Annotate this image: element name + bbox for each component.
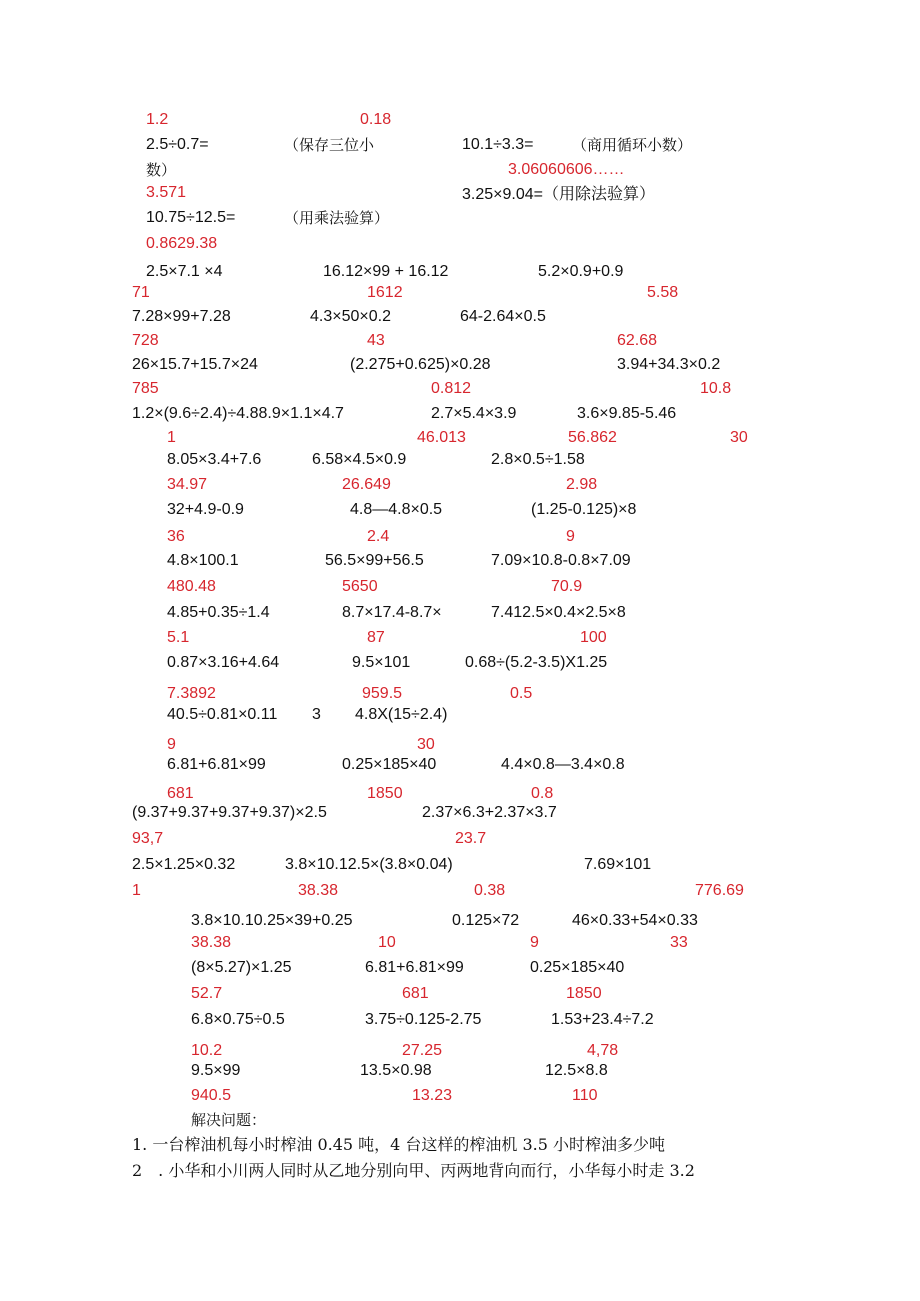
answer-text: 70.9 [551, 578, 583, 595]
problem-text: 13.5×0.98 [360, 1062, 432, 1079]
problem-text: 40.5÷0.81×0.11 [167, 706, 278, 723]
answer-text: 3.571 [146, 184, 187, 201]
problem-text: 4.85+0.35÷1.4 [167, 604, 270, 621]
answer-text: 33 [670, 934, 688, 951]
word-problem: 2 . 小华和小川两人同时从乙地分别向甲、丙两地背向而行，小华每小时走 3.2 [132, 1161, 695, 1180]
problem-text: 26×15.7+15.7×24 [132, 356, 258, 373]
problem-text: 6.8×0.75÷0.5 [191, 1011, 285, 1028]
answer-text: 38.38 [191, 934, 232, 951]
problem-text: 4.8—4.8×0.5 [350, 501, 443, 518]
answer-text: 52.7 [191, 985, 223, 1002]
answer-text: 9 [167, 736, 176, 753]
answer-text: 0.38 [474, 882, 506, 899]
answer-text: 940.5 [191, 1087, 232, 1104]
answer-text: 34.97 [167, 476, 208, 493]
problem-text: 2.37×6.3+2.37×3.7 [422, 804, 557, 821]
answer-text: 4,78 [587, 1042, 619, 1059]
problem-text: 4.4×0.8—3.4×0.8 [501, 756, 625, 773]
problem-text: 32+4.9-0.9 [167, 501, 244, 518]
answer-text: 0.18 [360, 111, 392, 128]
answer-text: 5650 [342, 578, 378, 595]
note-text: （保存三位小 [284, 136, 375, 154]
problem-text: 6.81+6.81×99 [167, 756, 266, 773]
note-text: （用乘法验算） [284, 209, 390, 227]
problem-text: 9.5×99 [191, 1062, 241, 1079]
problem-text: (2.275+0.625)×0.28 [350, 356, 491, 373]
problem-text: 3.25×9.04=（用除法验算） [462, 186, 655, 203]
section-heading: 解决问题： [191, 1111, 267, 1129]
problem-text: 12.5×8.8 [545, 1062, 608, 1079]
problem-text: 0.125×72 [452, 912, 520, 929]
answer-text: 0.812 [431, 380, 472, 397]
problem-text: 6.81+6.81×99 [365, 959, 464, 976]
answer-text: 728 [132, 332, 159, 349]
answer-text: 87 [367, 629, 385, 646]
problem-text: (9.37+9.37+9.37+9.37)×2.5 [132, 804, 327, 821]
answer-text: 10 [378, 934, 396, 951]
answer-text: 93,7 [132, 830, 164, 847]
problem-text: 64-2.64×0.5 [460, 308, 546, 325]
problem-text: 46×0.33+54×0.33 [572, 912, 698, 929]
answer-text: 2.4 [367, 528, 390, 545]
problem-text: 8.7×17.4-8.7× [342, 604, 442, 621]
answer-text: 110 [572, 1087, 598, 1104]
problem-text: 2.8×0.5÷1.58 [491, 451, 585, 468]
answer-text: 5.58 [647, 284, 679, 301]
problem-text: 7.412.5×0.4×2.5×8 [491, 604, 626, 621]
answer-text: 10.8 [700, 380, 732, 397]
problem-text: 3.6×9.85-5.46 [577, 405, 677, 422]
answer-text: 36 [167, 528, 185, 545]
answer-text: 1850 [367, 785, 403, 802]
problem-text: 4.8×100.1 [167, 552, 239, 569]
problem-text: 56.5×99+56.5 [325, 552, 424, 569]
answer-text: 100 [580, 629, 607, 646]
answer-text: 30 [417, 736, 435, 753]
problem-text: 3.8×10.10.25×39+0.25 [191, 912, 353, 929]
answer-text: 1850 [566, 985, 602, 1002]
note-text: （商用循环小数） [572, 136, 693, 154]
problem-text: 2.5×7.1 ×4 [146, 263, 223, 280]
answer-text: 681 [167, 785, 194, 802]
problem-text: 1.2×(9.6÷2.4)÷4.88.9×1.1×4.7 [132, 405, 344, 422]
problem-text: 3.94+34.3×0.2 [617, 356, 721, 373]
answer-text: 71 [132, 284, 150, 301]
answer-text: 0.5 [510, 685, 533, 702]
answer-text: 7.3892 [167, 685, 216, 702]
answer-text: 13.23 [412, 1087, 453, 1104]
problem-text: 9.5×101 [352, 654, 411, 671]
answer-text: 9 [530, 934, 539, 951]
answer-text: 1 [167, 429, 176, 446]
problem-text: 7.69×101 [584, 856, 652, 873]
answer-text: 5.1 [167, 629, 190, 646]
problem-text: 6.58×4.5×0.9 [312, 451, 407, 468]
note-text: 数） [146, 161, 177, 179]
answer-text: 776.69 [695, 882, 744, 899]
problem-text: 2.5÷0.7= [146, 136, 209, 153]
problem-text: 3.8×10.12.5×(3.8×0.04) [285, 856, 453, 873]
answer-text: 1 [132, 882, 141, 899]
answer-text: 43 [367, 332, 385, 349]
answer-text: 959.5 [362, 685, 403, 702]
answer-text: 785 [132, 380, 159, 397]
problem-text: 0.25×185×40 [530, 959, 625, 976]
problem-text: 10.1÷3.3= [462, 136, 534, 153]
problem-text: (1.25-0.125)×8 [531, 501, 637, 518]
answer-text: 1612 [367, 284, 403, 301]
answer-text: 27.25 [402, 1042, 443, 1059]
answer-text: 0.8629.38 [146, 235, 218, 252]
problem-text: 1.53+23.4÷7.2 [551, 1011, 654, 1028]
answer-text: 9 [566, 528, 575, 545]
problem-text: 7.28×99+7.28 [132, 308, 231, 325]
problem-text: 3 [312, 706, 321, 723]
problem-text: 3.75÷0.125-2.75 [365, 1011, 482, 1028]
answer-text: 480.48 [167, 578, 216, 595]
problem-text: 7.09×10.8-0.8×7.09 [491, 552, 631, 569]
problem-text: 16.12×99 + 16.12 [323, 263, 449, 280]
problem-text: 2.5×1.25×0.32 [132, 856, 236, 873]
problem-text: 0.25×185×40 [342, 756, 437, 773]
problem-text: (8×5.27)×1.25 [191, 959, 292, 976]
answer-text: 62.68 [617, 332, 658, 349]
problem-text: 5.2×0.9+0.9 [538, 263, 624, 280]
answer-text: 23.7 [455, 830, 487, 847]
problem-text: 0.68÷(5.2-3.5)X1.25 [465, 654, 608, 671]
word-problem: 1. 一台榨油机每小时榨油 0.45 吨，4 台这样的榨油机 3.5 小时榨油多少吨 [132, 1135, 666, 1154]
answer-text: 38.38 [298, 882, 339, 899]
answer-text: 3.06060606…… [508, 161, 625, 178]
answer-text: 2.98 [566, 476, 598, 493]
answer-text: 26.649 [342, 476, 391, 493]
answer-text: 1.2 [146, 111, 169, 128]
problem-text: 4.3×50×0.2 [310, 308, 391, 325]
problem-text: 10.75÷12.5= [146, 209, 236, 226]
problem-text: 0.87×3.16+4.64 [167, 654, 280, 671]
problem-text: 2.7×5.4×3.9 [431, 405, 517, 422]
problem-text: 4.8X(15÷2.4) [355, 706, 448, 723]
problem-text: 8.05×3.4+7.6 [167, 451, 262, 468]
answer-text: 46.013 [417, 429, 466, 446]
answer-text: 681 [402, 985, 429, 1002]
answer-text: 10.2 [191, 1042, 223, 1059]
answer-text: 56.862 [568, 429, 617, 446]
answer-text: 30 [730, 429, 748, 446]
answer-text: 0.8 [531, 785, 554, 802]
